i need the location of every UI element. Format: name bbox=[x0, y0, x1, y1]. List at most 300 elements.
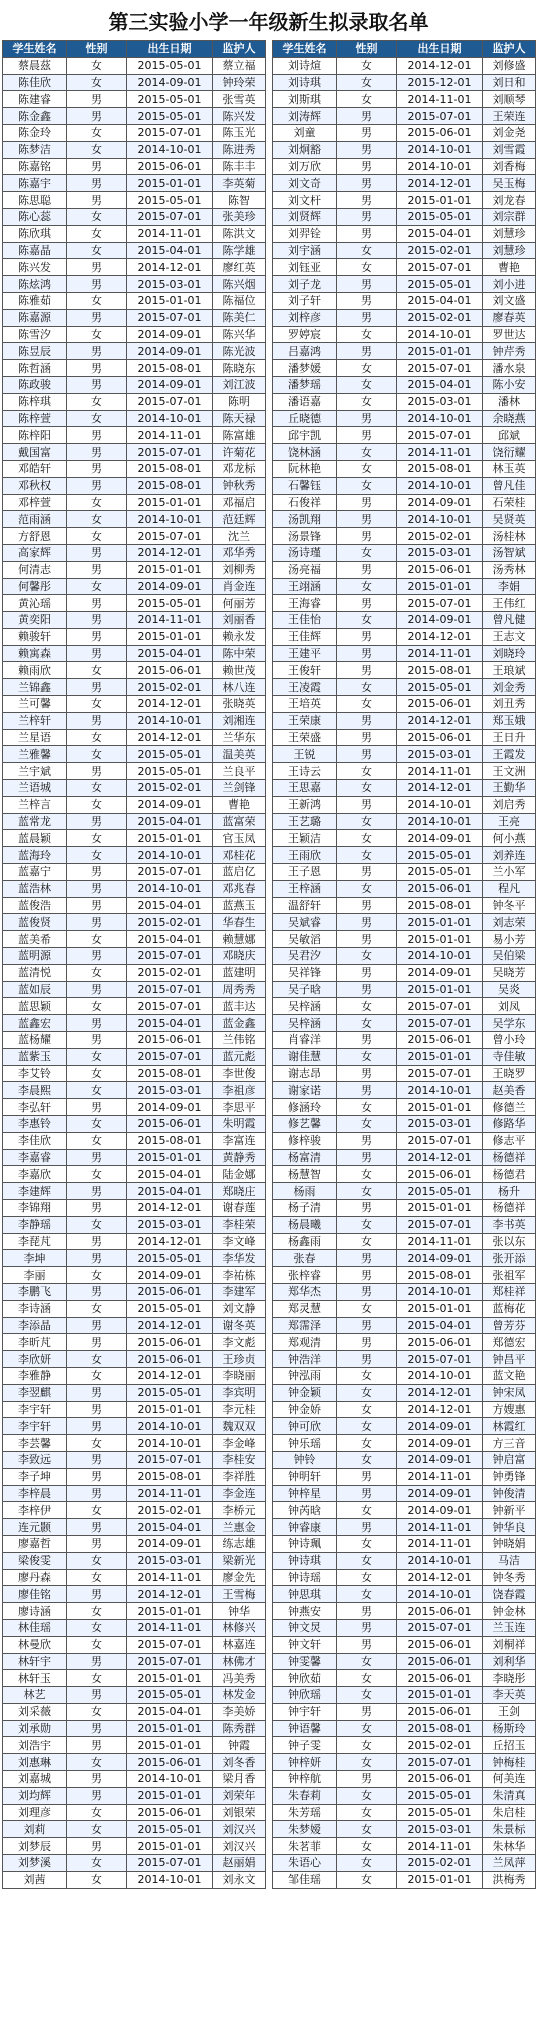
cell-guardian: 李世俊 bbox=[213, 1065, 266, 1082]
table-row bbox=[3, 1485, 266, 1502]
cell-birthdate: 2014-10-01 bbox=[397, 1367, 483, 1384]
cell-birthdate: 2014-12-01 bbox=[127, 696, 213, 713]
cell-guardian: 廖红英 bbox=[213, 259, 266, 276]
cell-guardian: 魏双双 bbox=[213, 1418, 266, 1435]
cell-guardian: 李文彪 bbox=[213, 1334, 266, 1351]
cell-guardian: 杨德祥 bbox=[483, 1199, 536, 1216]
cell-birthdate: 2014-10-01 bbox=[397, 141, 483, 158]
table-row bbox=[273, 410, 536, 427]
cell-gender: 男 bbox=[337, 141, 397, 158]
table-row bbox=[273, 1199, 536, 1216]
cell-gender: 男 bbox=[67, 1401, 127, 1418]
cell-guardian: 王琅斌 bbox=[483, 662, 536, 679]
cell-birthdate: 2014-10-01 bbox=[397, 511, 483, 528]
cell-birthdate: 2015-07-01 bbox=[397, 259, 483, 276]
table-row bbox=[3, 1519, 266, 1536]
cell-name: 王佳辉 bbox=[273, 628, 337, 645]
cell-guardian: 钟芹秀 bbox=[483, 343, 536, 360]
cell-birthdate: 2014-11-01 bbox=[397, 1468, 483, 1485]
table-row bbox=[3, 1569, 266, 1586]
cell-birthdate: 2015-04-01 bbox=[127, 1166, 213, 1183]
cell-gender: 男 bbox=[67, 1771, 127, 1788]
cell-birthdate: 2015-07-01 bbox=[397, 427, 483, 444]
cell-birthdate: 2015-04-01 bbox=[127, 931, 213, 948]
cell-gender: 男 bbox=[67, 192, 127, 209]
table-row bbox=[3, 1804, 266, 1821]
cell-birthdate: 2015-04-01 bbox=[127, 1015, 213, 1032]
cell-name: 黄奕阳 bbox=[3, 612, 67, 629]
table-row bbox=[273, 1821, 536, 1838]
cell-birthdate: 2014-10-01 bbox=[397, 1283, 483, 1300]
cell-name: 吴君汐 bbox=[273, 948, 337, 965]
table-row bbox=[3, 1603, 266, 1620]
cell-birthdate: 2015-02-01 bbox=[127, 914, 213, 931]
table-row bbox=[273, 914, 536, 931]
cell-guardian: 陈兴华 bbox=[213, 326, 266, 343]
cell-gender: 女 bbox=[337, 74, 397, 91]
cell-name: 蓝海玲 bbox=[3, 847, 67, 864]
table-row bbox=[273, 158, 536, 175]
table-row bbox=[273, 1569, 536, 1586]
cell-name: 李弘轩 bbox=[3, 1099, 67, 1116]
table-row bbox=[273, 1082, 536, 1099]
cell-name: 廖嘉哲 bbox=[3, 1535, 67, 1552]
cell-guardian: 蓝燕玉 bbox=[213, 897, 266, 914]
cell-gender: 男 bbox=[337, 1267, 397, 1284]
cell-guardian: 潘林 bbox=[483, 393, 536, 410]
cell-guardian: 钟冬秀 bbox=[483, 1569, 536, 1586]
table-row bbox=[273, 343, 536, 360]
table-row bbox=[3, 1183, 266, 1200]
cell-guardian: 刘荣年 bbox=[213, 1787, 266, 1804]
cell-guardian: 李金峰 bbox=[213, 1435, 266, 1452]
cell-birthdate: 2015-02-01 bbox=[127, 780, 213, 797]
cell-birthdate: 2015-06-01 bbox=[397, 1636, 483, 1653]
table-row bbox=[3, 780, 266, 797]
table-row bbox=[3, 880, 266, 897]
cell-name: 王荣盛 bbox=[273, 729, 337, 746]
cell-guardian: 李华发 bbox=[213, 1250, 266, 1267]
cell-name: 李致远 bbox=[3, 1451, 67, 1468]
cell-guardian: 饶春霞 bbox=[483, 1586, 536, 1603]
cell-gender: 女 bbox=[337, 1384, 397, 1401]
table-row bbox=[273, 1787, 536, 1804]
table-row bbox=[273, 864, 536, 881]
cell-gender: 女 bbox=[337, 460, 397, 477]
table-row bbox=[3, 1082, 266, 1099]
cell-guardian: 刘永文 bbox=[213, 1871, 266, 1888]
table-row bbox=[273, 578, 536, 595]
cell-guardian: 刘柳秀 bbox=[213, 561, 266, 578]
cell-gender: 男 bbox=[337, 427, 397, 444]
cell-name: 高家辉 bbox=[3, 544, 67, 561]
cell-birthdate: 2015-06-01 bbox=[397, 1771, 483, 1788]
cell-birthdate: 2014-12-01 bbox=[127, 259, 213, 276]
cell-gender: 男 bbox=[67, 1451, 127, 1468]
cell-birthdate: 2014-09-01 bbox=[127, 1267, 213, 1284]
cell-gender: 男 bbox=[67, 813, 127, 830]
table-row bbox=[3, 662, 266, 679]
cell-birthdate: 2015-02-01 bbox=[127, 679, 213, 696]
cell-name: 刘钰亚 bbox=[273, 259, 337, 276]
cell-guardian: 黄静秀 bbox=[213, 1149, 266, 1166]
cell-birthdate: 2014-12-01 bbox=[127, 1586, 213, 1603]
cell-guardian: 刘龙春 bbox=[483, 192, 536, 209]
cell-name: 李坤 bbox=[3, 1250, 67, 1267]
cell-name: 王佳怡 bbox=[273, 612, 337, 629]
cell-name: 汤凯翔 bbox=[273, 511, 337, 528]
cell-name: 李琵芃 bbox=[3, 1233, 67, 1250]
cell-guardian: 蓝金鑫 bbox=[213, 1015, 266, 1032]
cell-gender: 男 bbox=[337, 276, 397, 293]
cell-birthdate: 2015-01-01 bbox=[127, 830, 213, 847]
cell-gender: 男 bbox=[67, 1653, 127, 1670]
cell-birthdate: 2014-10-01 bbox=[397, 948, 483, 965]
cell-birthdate: 2015-05-01 bbox=[127, 1384, 213, 1401]
cell-name: 何馨彤 bbox=[3, 578, 67, 595]
cell-birthdate: 2015-05-01 bbox=[397, 1787, 483, 1804]
cell-birthdate: 2015-03-01 bbox=[397, 746, 483, 763]
cell-name: 邹佳瑶 bbox=[273, 1871, 337, 1888]
cell-birthdate: 2014-09-01 bbox=[397, 1451, 483, 1468]
table-row bbox=[273, 1552, 536, 1569]
cell-gender: 女 bbox=[337, 242, 397, 259]
cell-guardian: 刘江波 bbox=[213, 376, 266, 393]
cell-gender: 男 bbox=[337, 1468, 397, 1485]
cell-guardian: 李娟 bbox=[483, 578, 536, 595]
cell-gender: 女 bbox=[337, 393, 397, 410]
cell-gender: 男 bbox=[67, 158, 127, 175]
cell-name: 郑霈泽 bbox=[273, 1317, 337, 1334]
table-row bbox=[3, 1401, 266, 1418]
cell-gender: 女 bbox=[67, 1703, 127, 1720]
cell-birthdate: 2015-03-01 bbox=[397, 1116, 483, 1133]
cell-birthdate: 2014-09-01 bbox=[397, 830, 483, 847]
cell-name: 连元颢 bbox=[3, 1519, 67, 1536]
cell-birthdate: 2014-09-01 bbox=[397, 1502, 483, 1519]
cell-guardian: 王亮 bbox=[483, 813, 536, 830]
cell-name: 林轩玉 bbox=[3, 1670, 67, 1687]
cell-birthdate: 2015-07-01 bbox=[127, 998, 213, 1015]
cell-guardian: 郑玉娥 bbox=[483, 712, 536, 729]
table-row bbox=[273, 1754, 536, 1771]
cell-guardian: 邓华秀 bbox=[213, 544, 266, 561]
cell-birthdate: 2015-06-01 bbox=[127, 1351, 213, 1368]
cell-guardian: 刘金尧 bbox=[483, 124, 536, 141]
cell-guardian: 陈晓东 bbox=[213, 360, 266, 377]
cell-guardian: 曾小玲 bbox=[483, 1032, 536, 1049]
cell-guardian: 刘香梅 bbox=[483, 158, 536, 175]
cell-guardian: 李文峰 bbox=[213, 1233, 266, 1250]
cell-name: 蓝美希 bbox=[3, 931, 67, 948]
cell-gender: 女 bbox=[337, 1300, 397, 1317]
table-row bbox=[3, 1132, 266, 1149]
cell-gender: 男 bbox=[337, 208, 397, 225]
cell-name: 李丽 bbox=[3, 1267, 67, 1284]
cell-name: 蓝常龙 bbox=[3, 813, 67, 830]
table-row bbox=[273, 1384, 536, 1401]
cell-guardian: 陈秀群 bbox=[213, 1720, 266, 1737]
cell-gender: 女 bbox=[337, 1435, 397, 1452]
cell-guardian: 谢冬英 bbox=[213, 1317, 266, 1334]
cell-gender: 女 bbox=[337, 1754, 397, 1771]
cell-birthdate: 2015-03-01 bbox=[127, 276, 213, 293]
cell-guardian: 修路华 bbox=[483, 1116, 536, 1133]
cell-gender: 女 bbox=[67, 1855, 127, 1872]
cell-name: 钟思琪 bbox=[273, 1586, 337, 1603]
cell-name: 杨鑫雨 bbox=[273, 1233, 337, 1250]
cell-guardian: 罗世达 bbox=[483, 326, 536, 343]
cell-guardian: 兰惠金 bbox=[213, 1519, 266, 1536]
cell-name: 谢家诺 bbox=[273, 1082, 337, 1099]
cell-gender: 男 bbox=[67, 544, 127, 561]
cell-name: 修涵玲 bbox=[273, 1099, 337, 1116]
cell-birthdate: 2015-01-01 bbox=[127, 1603, 213, 1620]
cell-gender: 男 bbox=[67, 108, 127, 125]
cell-guardian: 何美连 bbox=[483, 1771, 536, 1788]
cell-birthdate: 2015-07-01 bbox=[397, 360, 483, 377]
cell-birthdate: 2015-04-01 bbox=[397, 225, 483, 242]
cell-gender: 男 bbox=[337, 1250, 397, 1267]
cell-birthdate: 2014-12-01 bbox=[397, 628, 483, 645]
table-row bbox=[273, 309, 536, 326]
cell-guardian: 刘慧珍 bbox=[483, 225, 536, 242]
table-row bbox=[273, 712, 536, 729]
cell-birthdate: 2015-08-01 bbox=[397, 897, 483, 914]
table-row bbox=[3, 1032, 266, 1049]
cell-birthdate: 2015-07-01 bbox=[397, 1132, 483, 1149]
cell-gender: 女 bbox=[67, 998, 127, 1015]
table-row bbox=[273, 1233, 536, 1250]
table-row bbox=[3, 1552, 266, 1569]
cell-birthdate: 2014-11-01 bbox=[397, 1233, 483, 1250]
table-row bbox=[3, 208, 266, 225]
cell-birthdate: 2014-10-01 bbox=[127, 847, 213, 864]
table-row bbox=[273, 1099, 536, 1116]
cell-birthdate: 2015-06-01 bbox=[397, 1603, 483, 1620]
cell-name: 钟燕安 bbox=[273, 1603, 337, 1620]
cell-name: 陈嘉铭 bbox=[3, 158, 67, 175]
table-row bbox=[273, 1871, 536, 1888]
cell-guardian: 钟冬平 bbox=[483, 897, 536, 914]
table-row bbox=[3, 511, 266, 528]
cell-gender: 女 bbox=[337, 847, 397, 864]
cell-name: 朱春莉 bbox=[273, 1787, 337, 1804]
cell-name: 刘涛辉 bbox=[273, 108, 337, 125]
cell-gender: 男 bbox=[337, 1032, 397, 1049]
cell-guardian: 杨德君 bbox=[483, 1166, 536, 1183]
table-row bbox=[3, 813, 266, 830]
cell-birthdate: 2015-07-01 bbox=[127, 393, 213, 410]
table-row bbox=[273, 74, 536, 91]
cell-birthdate: 2014-10-01 bbox=[127, 1871, 213, 1888]
cell-gender: 女 bbox=[67, 662, 127, 679]
cell-birthdate: 2014-11-01 bbox=[397, 91, 483, 108]
cell-guardian: 李桂荣 bbox=[213, 1216, 266, 1233]
cell-name: 李诗涵 bbox=[3, 1300, 67, 1317]
cell-name: 兰可馨 bbox=[3, 696, 67, 713]
cell-guardian: 修志平 bbox=[483, 1132, 536, 1149]
cell-guardian: 陈学雄 bbox=[213, 242, 266, 259]
cell-gender: 女 bbox=[337, 1367, 397, 1384]
cell-name: 梁俊雯 bbox=[3, 1552, 67, 1569]
cell-name: 陈政骏 bbox=[3, 376, 67, 393]
cell-gender: 女 bbox=[337, 1787, 397, 1804]
cell-gender: 男 bbox=[67, 175, 127, 192]
cell-name: 杨慧智 bbox=[273, 1166, 337, 1183]
cell-birthdate: 2015-02-01 bbox=[397, 1855, 483, 1872]
cell-guardian: 陈小安 bbox=[483, 376, 536, 393]
cell-gender: 男 bbox=[337, 864, 397, 881]
cell-gender: 女 bbox=[67, 1267, 127, 1284]
cell-gender: 男 bbox=[337, 225, 397, 242]
table-row bbox=[3, 1166, 266, 1183]
table-row bbox=[273, 1300, 536, 1317]
cell-name: 郑观清 bbox=[273, 1334, 337, 1351]
cell-guardian: 刘文盛 bbox=[483, 292, 536, 309]
table-row bbox=[3, 158, 266, 175]
table-row bbox=[273, 1653, 536, 1670]
cell-name: 兰语城 bbox=[3, 780, 67, 797]
cell-birthdate: 2015-08-01 bbox=[127, 1132, 213, 1149]
table-row bbox=[273, 1015, 536, 1032]
cell-name: 陈金玲 bbox=[3, 124, 67, 141]
cell-name: 兰梓轩 bbox=[3, 712, 67, 729]
cell-name: 钟睿康 bbox=[273, 1519, 337, 1536]
cell-name: 刘文奇 bbox=[273, 175, 337, 192]
cell-name: 陈昱辰 bbox=[3, 343, 67, 360]
table-row bbox=[273, 964, 536, 981]
header-birthdate: 出生日期 bbox=[397, 41, 483, 58]
cell-gender: 女 bbox=[337, 880, 397, 897]
cell-name: 蓝紫玉 bbox=[3, 1048, 67, 1065]
cell-name: 刘斯琪 bbox=[273, 91, 337, 108]
cell-gender: 男 bbox=[337, 1334, 397, 1351]
cell-gender: 男 bbox=[337, 1636, 397, 1653]
cell-birthdate: 2015-07-01 bbox=[127, 1653, 213, 1670]
cell-gender: 男 bbox=[337, 309, 397, 326]
cell-gender: 男 bbox=[337, 1771, 397, 1788]
cell-gender: 男 bbox=[67, 1334, 127, 1351]
cell-birthdate: 2015-07-01 bbox=[397, 1754, 483, 1771]
cell-gender: 女 bbox=[337, 578, 397, 595]
table-row bbox=[273, 427, 536, 444]
cell-guardian: 赖慧娜 bbox=[213, 931, 266, 948]
cell-birthdate: 2015-07-01 bbox=[397, 1619, 483, 1636]
cell-birthdate: 2015-06-01 bbox=[127, 1283, 213, 1300]
cell-guardian: 蓝元彪 bbox=[213, 1048, 266, 1065]
table-row bbox=[273, 696, 536, 713]
cell-guardian: 张祖军 bbox=[483, 1267, 536, 1284]
cell-gender: 男 bbox=[337, 964, 397, 981]
cell-guardian: 陆金娜 bbox=[213, 1166, 266, 1183]
cell-name: 杨晨曦 bbox=[273, 1216, 337, 1233]
cell-guardian: 朱景标 bbox=[483, 1821, 536, 1838]
cell-guardian: 寺佳敏 bbox=[483, 1048, 536, 1065]
cell-guardian: 廖春英 bbox=[483, 309, 536, 326]
cell-gender: 女 bbox=[337, 91, 397, 108]
cell-guardian: 李晓丽 bbox=[213, 1367, 266, 1384]
cell-name: 蓝俊浩 bbox=[3, 897, 67, 914]
cell-guardian: 刘桐祥 bbox=[483, 1636, 536, 1653]
cell-birthdate: 2015-07-01 bbox=[397, 1216, 483, 1233]
cell-birthdate: 2015-03-01 bbox=[127, 1082, 213, 1099]
cell-guardian: 刘银荣 bbox=[213, 1804, 266, 1821]
cell-gender: 女 bbox=[67, 1065, 127, 1082]
cell-gender: 男 bbox=[337, 1519, 397, 1536]
cell-guardian: 刘顺琴 bbox=[483, 91, 536, 108]
cell-guardian: 吴伯梁 bbox=[483, 948, 536, 965]
cell-name: 钟欣茹 bbox=[273, 1670, 337, 1687]
table-row bbox=[3, 1653, 266, 1670]
cell-name: 钟语馨 bbox=[273, 1720, 337, 1737]
cell-name: 陈哲涵 bbox=[3, 360, 67, 377]
cell-birthdate: 2015-03-01 bbox=[397, 393, 483, 410]
cell-birthdate: 2014-10-01 bbox=[397, 326, 483, 343]
table-row bbox=[3, 1384, 266, 1401]
cell-gender: 男 bbox=[67, 477, 127, 494]
cell-guardian: 李建军 bbox=[213, 1283, 266, 1300]
cell-birthdate: 2015-07-01 bbox=[127, 1636, 213, 1653]
cell-name: 吴斌睿 bbox=[273, 914, 337, 931]
cell-birthdate: 2015-04-01 bbox=[397, 376, 483, 393]
cell-name: 吴子晗 bbox=[273, 981, 337, 998]
cell-birthdate: 2015-07-01 bbox=[397, 1351, 483, 1368]
table-row bbox=[273, 1703, 536, 1720]
cell-guardian: 兰玉连 bbox=[483, 1619, 536, 1636]
cell-gender: 男 bbox=[67, 1183, 127, 1200]
header-gender: 性别 bbox=[67, 41, 127, 58]
table-row bbox=[273, 376, 536, 393]
table-row bbox=[273, 1048, 536, 1065]
cell-birthdate: 2014-12-01 bbox=[397, 1149, 483, 1166]
cell-name: 刘均辉 bbox=[3, 1787, 67, 1804]
cell-birthdate: 2014-12-01 bbox=[127, 1199, 213, 1216]
cell-name: 钟明轩 bbox=[273, 1468, 337, 1485]
cell-guardian: 赵丽娟 bbox=[213, 1855, 266, 1872]
cell-guardian: 陈智 bbox=[213, 192, 266, 209]
header-row bbox=[273, 41, 536, 58]
table-row bbox=[3, 376, 266, 393]
cell-birthdate: 2015-01-01 bbox=[397, 578, 483, 595]
cell-birthdate: 2014-12-01 bbox=[397, 57, 483, 74]
cell-guardian: 蓝文艳 bbox=[483, 1367, 536, 1384]
cell-birthdate: 2015-08-01 bbox=[127, 1468, 213, 1485]
table-row bbox=[3, 292, 266, 309]
cell-guardian: 钟俊清 bbox=[483, 1485, 536, 1502]
cell-gender: 男 bbox=[67, 376, 127, 393]
table-row bbox=[273, 1670, 536, 1687]
cell-gender: 男 bbox=[67, 1737, 127, 1754]
cell-gender: 女 bbox=[67, 964, 127, 981]
cell-birthdate: 2014-09-01 bbox=[397, 1485, 483, 1502]
table-row bbox=[3, 1754, 266, 1771]
cell-gender: 女 bbox=[337, 1166, 397, 1183]
cell-guardian: 赵美香 bbox=[483, 1082, 536, 1099]
cell-guardian: 赖世茂 bbox=[213, 662, 266, 679]
cell-birthdate: 2014-11-01 bbox=[127, 1569, 213, 1586]
cell-name: 李添晶 bbox=[3, 1317, 67, 1334]
table-row bbox=[273, 1603, 536, 1620]
table-row bbox=[273, 1149, 536, 1166]
cell-name: 陈嘉宇 bbox=[3, 175, 67, 192]
cell-birthdate: 2014-09-01 bbox=[397, 612, 483, 629]
cell-gender: 男 bbox=[337, 1619, 397, 1636]
cell-birthdate: 2015-08-01 bbox=[127, 460, 213, 477]
table-row bbox=[273, 1116, 536, 1133]
cell-guardian: 兰小军 bbox=[483, 864, 536, 881]
cell-guardian: 陈富雄 bbox=[213, 427, 266, 444]
